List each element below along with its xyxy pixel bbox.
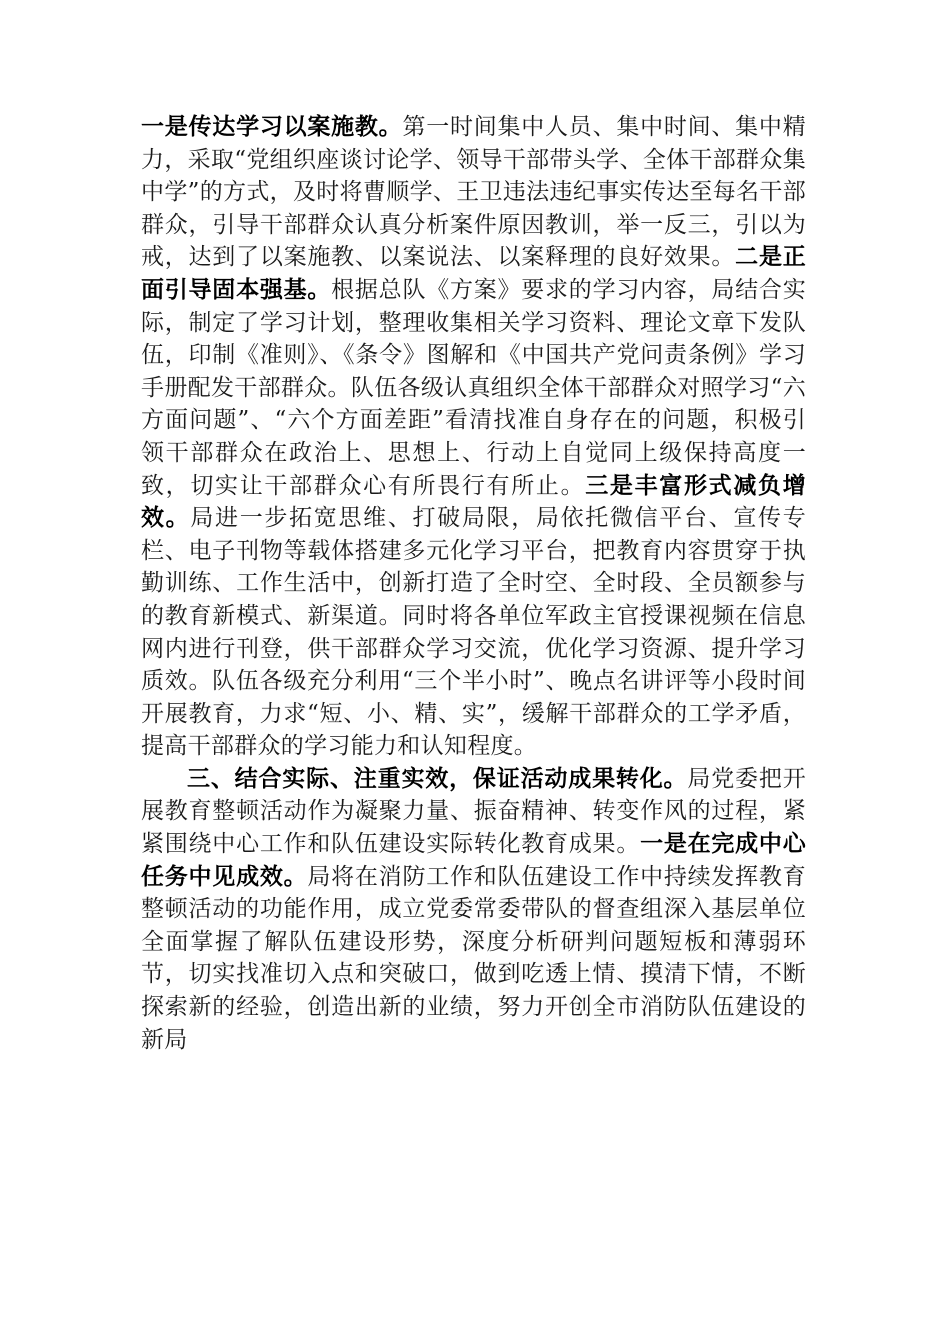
heading-inline-4: 一是在完成中心任务中见成效。 — [141, 830, 806, 890]
body-text: 局进一步拓宽思维、打破局限，局依托微信平台、宣传专栏、电子刊物等载体搭建多元化学习平台，把教育内容贯穿于执勤训练、工作生活中，创新打造了全时空、全时段、全员额参与的教育新模式、新渠道。同时将各单位军政主官授课视频在信息网内进行刊登，供干部群众学习交流，优化学习资源、提升学习质效。队伍各级充分利用“三个半小时”、晚点名讲评等小段时间开展教育，力求“短、小、精、实”，缓解干部群众的工学矛盾，提高干部群众的学习能力和认知程度。 — [141, 505, 807, 760]
body-text: 第一时间集中人员、集中时间、集中精力，采取“党组织座谈讨论学、领导干部带头学、全体干部群众集中学”的方式，及时将曹顺学、王卫违法违纪事实传达至每名干部群众，引导干部群众认真分析案件原因教训，举一反三，引以为戒，达到了以案施教、以案说法、以案释理的良好效果。 — [141, 114, 806, 271]
section-heading-three: 三、结合实际、注重实效，保证活动成果转化。 — [187, 764, 688, 792]
heading-inline-2: 二是正面引导固本强基。 — [141, 243, 807, 303]
body-text: 根据总队《方案》要求的学习内容，局结合实际，制定了学习计划，整理收集相关学习资料、理论文章下发队伍，印制《准则》、《条令》图解和《中国共产党问责条例》学习手册配发干部群众。队伍各级认真组织全体干部群众对照学习“六方面问题”、“六个方面差距”看清找准自身存在的问题，积极引领干部群众在政治上、思想上、行动上自觉同上级保持高度一致，切实让干部群众心有所畏行有所止。 — [141, 276, 807, 499]
body-text: 局将在消防工作和队伍建设工作中持续发挥教育整顿活动的功能作用，成立党委常委带队的督查组深入基层单位全面掌握了解队伍建设形势，深度分析研判问题短板和薄弱环节，切实找准切入点和突破口，做到吃透上情、摸清下情，不断探索新的经验，创造出新的业绩，努力开创全市消防队伍建设的新局 — [141, 863, 806, 1053]
heading-inline-1: 一是传达学习以案施教。 — [141, 113, 403, 140]
paragraph-study-methods — [141, 111, 806, 763]
document-body — [141, 111, 806, 1056]
heading-inline-3: 三是丰富形式减负增效。 — [141, 471, 806, 532]
paragraph-section-three — [141, 763, 806, 1056]
body-text: 局党委把开展教育整顿活动作为凝聚力量、振奋精神、转变作风的过程，紧紧围绕中心工作和队伍建设实际转化教育成果。 — [141, 765, 807, 858]
